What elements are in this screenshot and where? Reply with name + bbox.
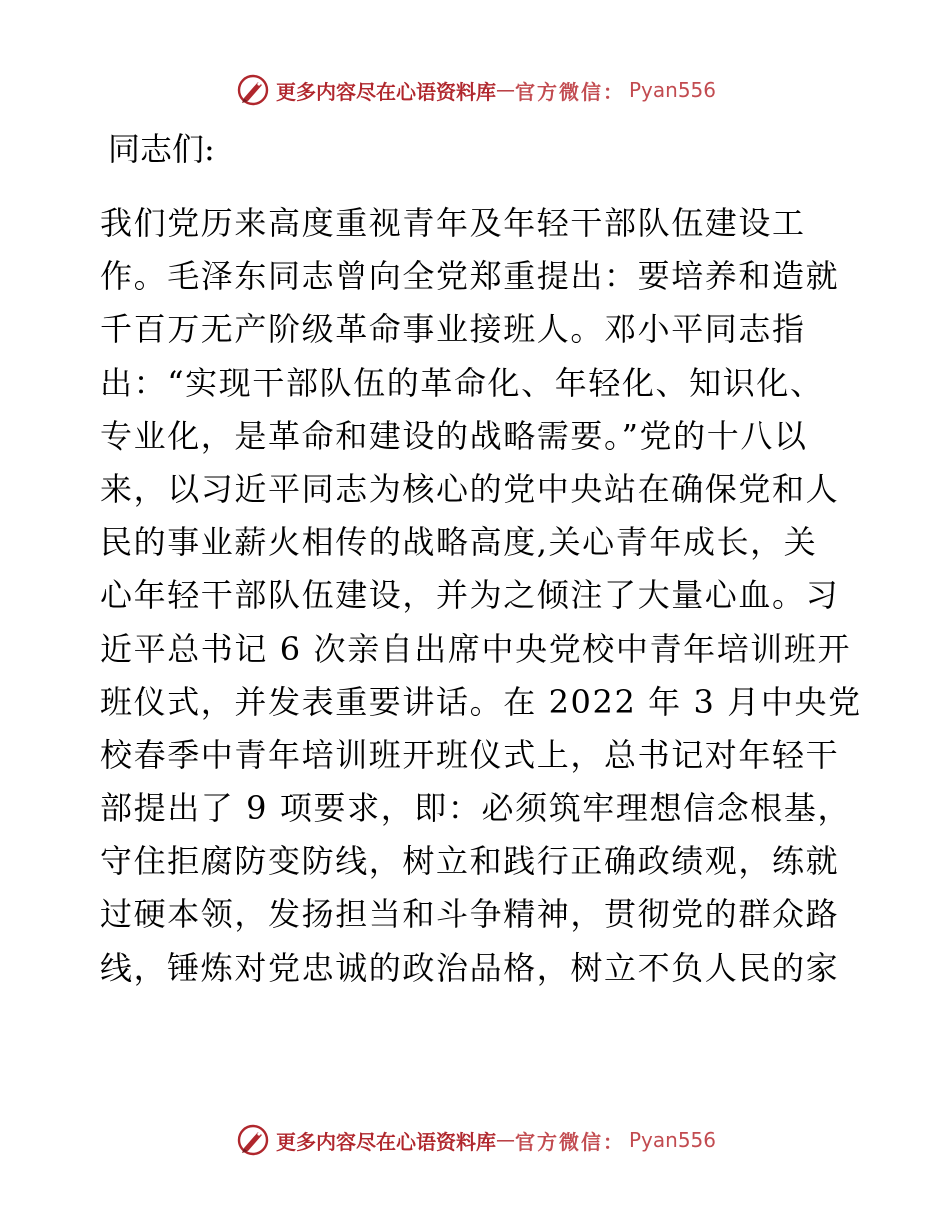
watermark-official-label: 官方微信： <box>515 79 625 104</box>
text-line: 心年轻干部队伍建设，并为之倾注了大量心血。习 <box>100 576 840 615</box>
watermark-wechat-id: Pyan556 <box>629 78 717 102</box>
body-paragraph <box>100 197 860 995</box>
text-line: 来，以习近平同志为核心的党中央站在确保党和人 <box>100 469 840 508</box>
text-line: 守住拒腐防变防线，树立和践行正确政绩观，练就 <box>100 842 840 881</box>
watermark-separator: — <box>496 79 515 101</box>
text-line: 我们党历来高度重视青年及年轻干部队伍建设工 <box>100 204 806 242</box>
text-line: 千百万无产阶级革命事业接班人。邓小平同志指 <box>100 310 806 349</box>
text-line: 民的事业薪火相传的战略高度,关心青年成长，关 <box>100 523 818 562</box>
text-line: 部提出了 9 项要求，即：必须筑牢理想信念根基， <box>100 789 852 828</box>
text-line: 近平总书记 6 次亲自出席中央党校中青年培训班开 <box>100 629 852 668</box>
text-line: 专业化，是革命和建设的战略需要。”党的十八以 <box>100 416 808 455</box>
footer-watermark <box>0 1120 950 1160</box>
pen-in-circle-icon <box>236 73 270 107</box>
watermark-wechat-id: Pyan556 <box>629 1128 717 1152</box>
text-line: 班仪式，并发表重要讲话。在 2022 年 3 月中央党 <box>100 682 862 721</box>
watermark-official-label: 官方微信： <box>515 1129 625 1154</box>
text-line: 出：“实现干部队伍的革命化、年轻化、知识化、 <box>100 363 824 402</box>
pen-in-circle-icon <box>236 1123 270 1157</box>
salutation: 同志们: <box>108 130 215 168</box>
header-watermark <box>0 70 950 110</box>
text-line: 线，锤炼对党忠诚的政治品格，树立不负人民的家 <box>100 948 840 987</box>
watermark-text: 更多内容尽在心语资料库 <box>276 79 496 104</box>
text-line: 校春季中青年培训班开班仪式上，总书记对年轻干 <box>100 735 840 774</box>
text-line: 作。毛泽东同志曾向全党郑重提出：要培养和造就 <box>100 257 840 296</box>
watermark-separator: — <box>496 1129 515 1151</box>
watermark-text: 更多内容尽在心语资料库 <box>276 1129 496 1154</box>
text-line: 过硬本领，发扬担当和斗争精神，贯彻党的群众路 <box>100 895 840 934</box>
